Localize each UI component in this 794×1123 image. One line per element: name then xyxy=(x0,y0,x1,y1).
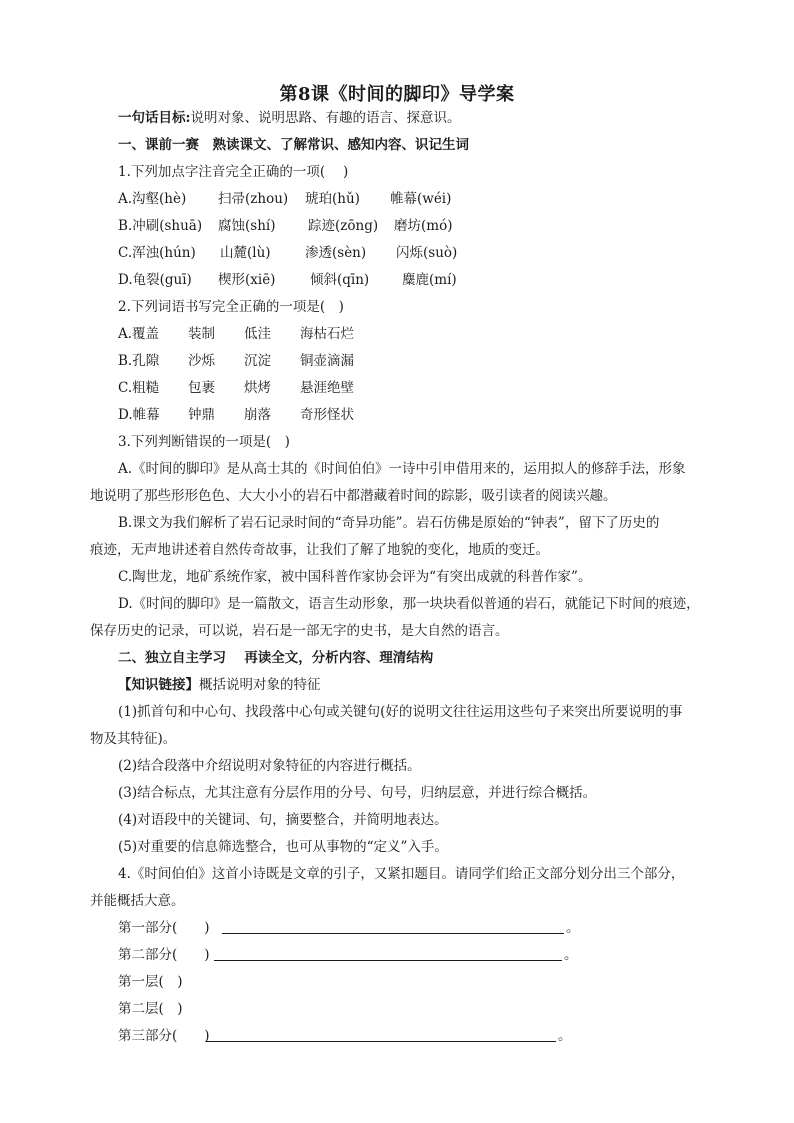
q1-option: A.沟壑(hè) xyxy=(118,191,187,207)
q2-option: 悬涯绝壁 xyxy=(300,380,354,396)
q1-option: 闪烁(suò) xyxy=(396,245,458,261)
q3-option-d: D.《时间的脚印》是一篇散文，语言生动形象，那一块块看似普通的岩石，就能记下时间的痕迹， xyxy=(118,596,700,612)
part1-label: 第一部分( ) xyxy=(118,920,210,936)
q2-option: D.帷幕 xyxy=(118,407,160,423)
q1-option: 渗透(sèn) xyxy=(305,245,367,261)
q1-stem: 1.下列加点字注音完全正确的一项( ) xyxy=(118,164,349,180)
goal-text: 说明对象、说明思路、有趣的语言、探意识。 xyxy=(190,110,461,126)
q1-option: 踪迹(zōng) xyxy=(308,218,379,234)
part2-answer-line[interactable] xyxy=(214,960,562,961)
q2-option: 沉淀 xyxy=(244,353,271,369)
knowledge-item: (5)对重要的信息筛选整合，也可从事物的“定义”入手。 xyxy=(118,839,448,855)
knowledge-line xyxy=(118,676,321,694)
q3-option-d-cont: 保存历史的记录，可以说，岩石是一部无字的史书，是大自然的语言。 xyxy=(90,623,509,639)
q3-stem: 3.下列判断错误的一项是( ) xyxy=(118,434,290,450)
goal-label: 一句话目标: xyxy=(118,110,191,126)
q2-option: 海枯石烂 xyxy=(300,326,354,342)
q2-stem: 2.下列词语书写完全正确的一项是( ) xyxy=(118,299,344,315)
q2-option: A.覆盖 xyxy=(118,326,160,342)
q3-option-b: B.课文为我们解析了岩石记录时间的“奇异功能”。岩石仿佛是原始的“钟表”，留下了历史的 xyxy=(118,515,660,531)
page-title: 第8课《时间的脚印》导学案 xyxy=(279,84,515,105)
q2-option: 沙烁 xyxy=(188,353,215,369)
part1-end: 。 xyxy=(566,920,580,936)
q3-option-b-cont: 痕迹，无声地讲述着自然传奇故事，让我们了解了地貌的变化，地质的变迁。 xyxy=(90,542,549,558)
q2-option: 烘烤 xyxy=(244,380,271,396)
q2-option: 钟鼎 xyxy=(188,407,215,423)
q2-option: 崩落 xyxy=(244,407,271,423)
q2-option: 奇形怪状 xyxy=(300,407,354,423)
layer2-label: 第二层( ) xyxy=(118,1001,183,1017)
part3-answer-line[interactable] xyxy=(206,1041,556,1042)
section1-heading: 一、课前一赛 熟读课文、了解常识、感知内容、识记生词 xyxy=(118,137,469,153)
q2-option: 低洼 xyxy=(244,326,271,342)
part2-label: 第二部分( ) xyxy=(118,947,210,963)
knowledge-item: 物及其特征)。 xyxy=(90,731,177,747)
q3-option-c: C.陶世龙，地矿系统作家，被中国科普作家协会评为“有突出成就的科普作家”。 xyxy=(118,569,592,585)
part2-end: 。 xyxy=(564,947,578,963)
knowledge-item: (4)对语段中的关键词、句，摘要整合，并简明地表达。 xyxy=(118,812,448,828)
part1-answer-line[interactable] xyxy=(222,933,564,934)
section2-heading: 二、独立自主学习 再读全文，分析内容、理清结构 xyxy=(118,650,434,666)
q1-option: C.浑浊(hún) xyxy=(118,245,196,261)
q2-option: B.孔隙 xyxy=(118,353,160,369)
q3-option-a-cont: 地说明了那些形形色色、大大小小的岩石中都潜藏着时间的踪影，吸引读者的阅读兴趣。 xyxy=(90,488,617,504)
q1-option: 麋鹿(mí) xyxy=(402,272,457,288)
q1-option: 帷幕(wéi) xyxy=(390,191,452,207)
q3-option-a: A.《时间的脚印》是从高士其的《时间伯伯》一诗中引申借用来的，运用拟人的修辞手法，形象 xyxy=(118,461,686,477)
knowledge-text: 概括说明对象的特征 xyxy=(199,677,321,693)
part3-label: 第三部分( ) xyxy=(118,1028,210,1044)
q1-option: B.冲刷(shuā) xyxy=(118,218,203,234)
goal-line xyxy=(118,109,460,127)
q1-option: D.龟裂(guī) xyxy=(118,272,192,288)
q1-option: 扫帚(zhou) xyxy=(218,191,289,207)
knowledge-item: (2)结合段落中介绍说明对象特征的内容进行概括。 xyxy=(118,758,421,774)
knowledge-item: (1)抓首句和中心句、找段落中心句或关键句(好的说明文往往运用这些句子来突出所要说明的事 xyxy=(118,704,683,720)
knowledge-label: 【知识链接】 xyxy=(118,677,199,693)
q2-option: 铜壶滴漏 xyxy=(300,353,354,369)
q1-option: 山麓(lù) xyxy=(220,245,271,261)
q1-option: 磨坊(mó) xyxy=(394,218,453,234)
q2-option: C.粗糙 xyxy=(118,380,160,396)
q4-stem-cont: 并能概括大意。 xyxy=(90,893,185,909)
q1-option: 楔形(xiē) xyxy=(218,272,276,288)
q4-stem: 4.《时间伯伯》这首小诗既是文章的引子，又紧扣题目。请同学们给正文部分划分出三个部分， xyxy=(118,866,685,882)
part3-end: 。 xyxy=(558,1028,572,1044)
layer1-label: 第一层( ) xyxy=(118,974,183,990)
q1-option: 倾斜(qīn) xyxy=(310,272,370,288)
q1-option: 腐蚀(shí) xyxy=(218,218,276,234)
knowledge-item: (3)结合标点，尤其注意有分层作用的分号、句号，归纳层意，并进行综合概括。 xyxy=(118,785,597,801)
q1-option: 琥珀(hǔ) xyxy=(305,191,360,207)
q2-option: 包裹 xyxy=(188,380,215,396)
q2-option: 装制 xyxy=(188,326,215,342)
